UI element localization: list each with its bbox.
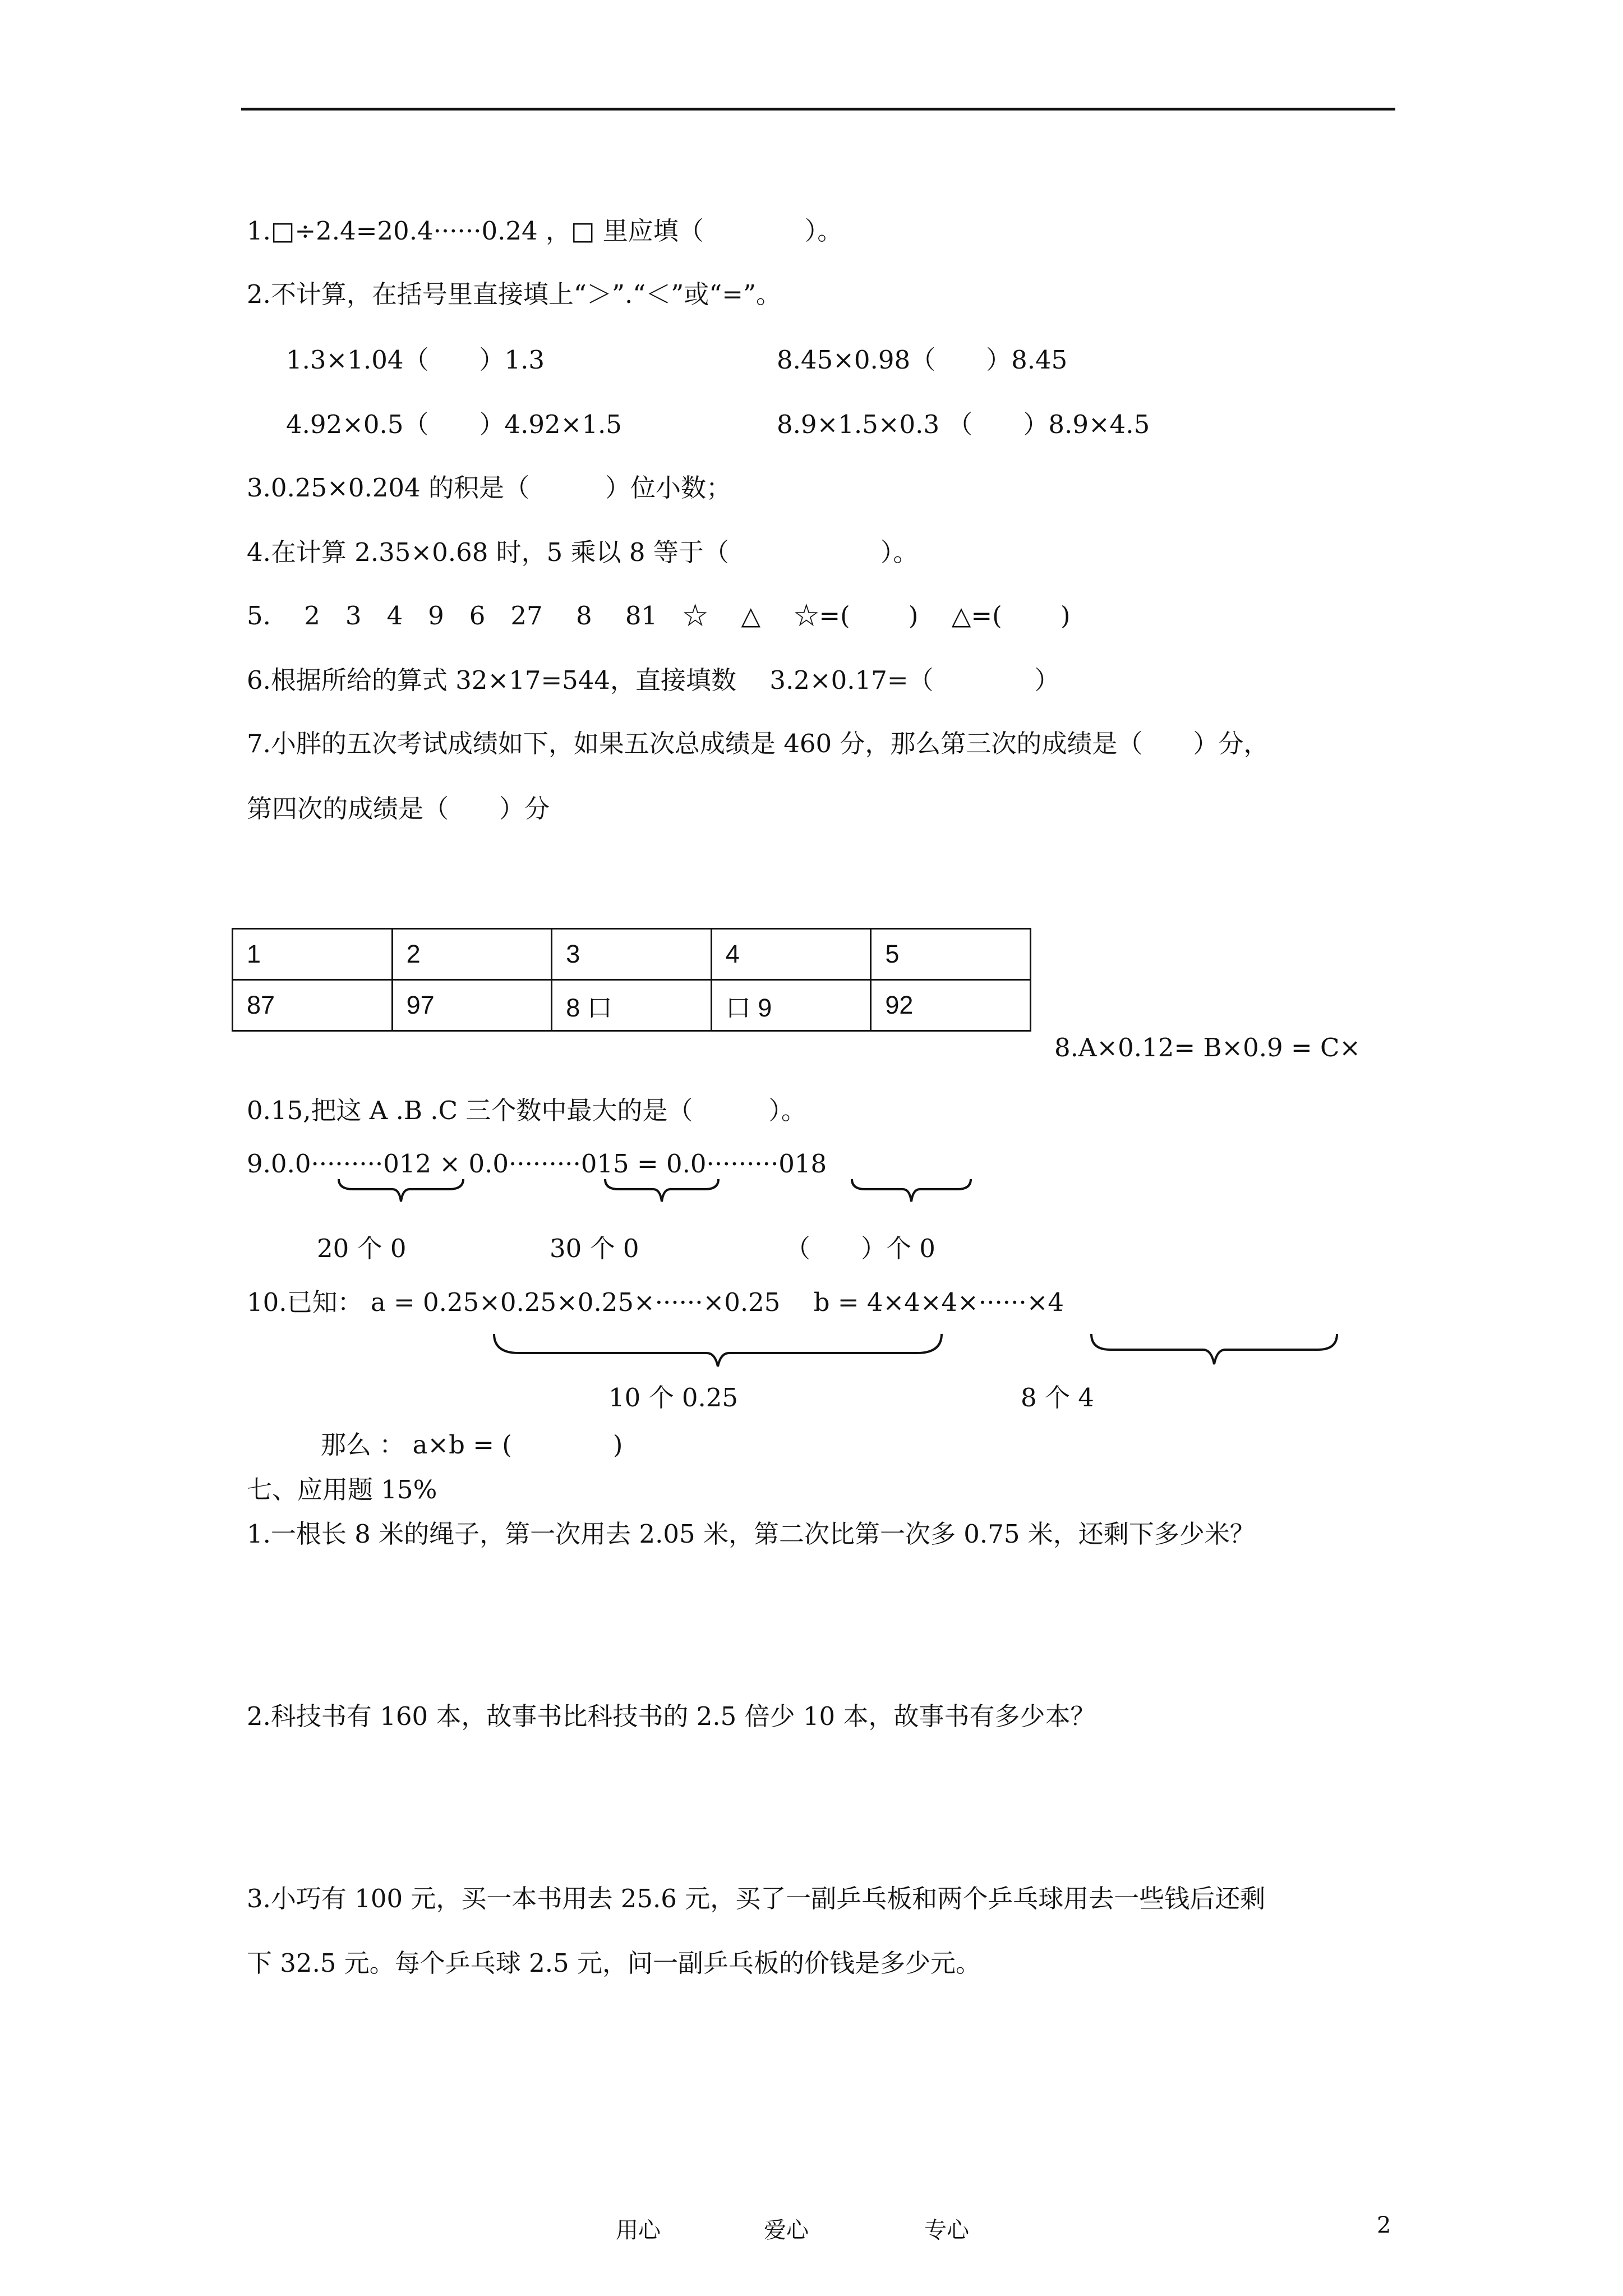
table-cell: 87 [233,980,393,1031]
footer-word-2: 爱心 [764,2217,809,2243]
table-row [233,980,1031,1031]
page-number: 2 [1377,2212,1391,2238]
table-cell: 5 [871,929,1031,980]
question-8-line-2: 0.15,把这 A .B .C 三个数中最大的是（ ）。 [247,1096,806,1125]
question-9-label-2: 30 个 0 [550,1234,639,1263]
question-5: 5. 2 3 4 9 6 27 8 81 ☆ △ ☆=( ) △=( ) [247,601,1071,631]
question-6: 6.根据所给的算式 32×17=544，直接填数 3.2×0.17=（ ） [247,665,1060,695]
table-cell: 8 口 [552,980,712,1031]
table-cell: 92 [871,980,1031,1031]
section-7-title: 七、应用题 15% [247,1475,437,1504]
score-table [232,928,1031,1032]
question-2-item-c: 4.92×0.5（ ）4.92×1.5 [286,409,622,439]
footer-word-3: 专心 [924,2217,969,2243]
question-2-item-a: 1.3×1.04（ ）1.3 [286,345,545,375]
brace-10b [1088,1331,1340,1370]
application-question-3-line-2: 下 32.5 元。每个乒乓球 2.5 元，问一副乒乓板的价钱是多少元。 [247,1948,981,1978]
application-question-3-line-1: 3.小巧有 100 元，买一本书用去 25.6 元，买了一副乒乓板和两个乒乓球用去一些钱后还剩 [247,1884,1266,1913]
question-9-label-1: 20 个 0 [317,1234,407,1263]
question-9: 9.0.0·········012 × 0.0·········015 = 0.0·········018 [247,1149,827,1179]
table-cell: 1 [233,929,393,980]
question-7-line-2: 第四次的成绩是（ ）分 [247,794,550,823]
brace-3 [850,1177,973,1205]
question-8-line-1: 8.A×0.12= B×0.9 = C× [1054,1033,1361,1062]
question-3: 3.0.25×0.204 的积是（ ）位小数； [247,473,731,503]
question-1: 1.□÷2.4=20.4······0.24 ，□ 里应填（ ）。 [247,216,843,246]
question-10: 10.已知： a = 0.25×0.25×0.25×······×0.25 b = 4×4×4×······×4 [247,1287,1064,1317]
table-cell: 口 9 [711,980,871,1031]
table-cell: 2 [392,929,552,980]
question-4: 4.在计算 2.35×0.68 时，5 乘以 8 等于（ ）。 [247,537,919,567]
application-question-2: 2.科技书有 160 本，故事书比科技书的 2.5 倍少 10 本，故事书有多少本？ [247,1701,1096,1731]
question-2: 2.不计算，在括号里直接填上“＞”.“＜”或“=”。 [247,279,781,309]
question-7-line-1: 7.小胖的五次考试成绩如下，如果五次总成绩是 460 分，那么第三次的成绩是（ ）分， [247,729,1269,758]
question-10-label-1: 10 个 0.25 [608,1383,739,1412]
brace-10a [491,1331,945,1370]
application-question-1: 1.一根长 8 米的绳子，第一次用去 2.05 米，第二次比第一次多 0.75 米，还剩下多少米？ [247,1519,1255,1549]
question-10-label-2: 8 个 4 [1021,1383,1094,1412]
table-row [233,929,1031,980]
brace-1 [336,1177,465,1205]
table-cell: 4 [711,929,871,980]
question-2-item-b: 8.45×0.98（ ）8.45 [777,345,1068,375]
header-rule [241,108,1395,111]
table-cell: 3 [552,929,712,980]
brace-2 [603,1177,721,1205]
question-9-label-3: （ ）个 0 [785,1234,935,1263]
question-2-item-d: 8.9×1.5×0.3 （ ）8.9×4.5 [777,409,1150,439]
footer-word-1: 用心 [616,2217,661,2243]
question-10-conclusion: 那么 ： a×b = ( ) [321,1430,623,1460]
table-cell: 97 [392,980,552,1031]
